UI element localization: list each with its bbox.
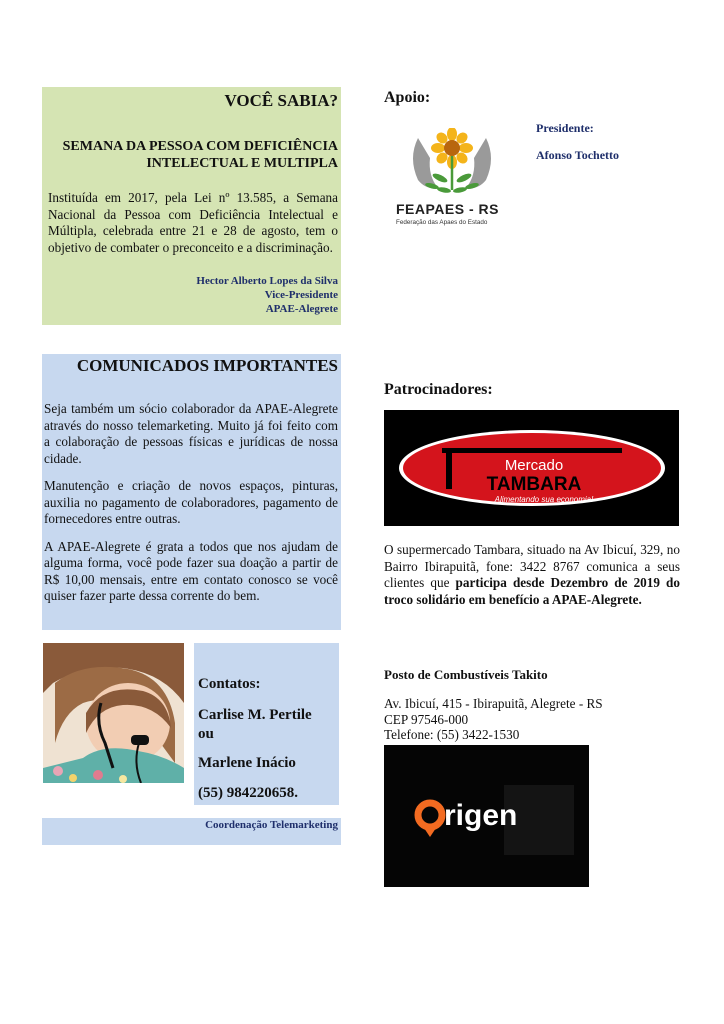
semana-subheading xyxy=(48,138,338,172)
comunicados-heading: COMUNICADOS IMPORTANTES xyxy=(76,356,338,375)
signature xyxy=(48,274,338,316)
posto-address xyxy=(384,696,603,743)
feapaes-subtitle: Federação das Apaes do Estado xyxy=(396,219,488,226)
contact-name-1: Carlise M. Pertile xyxy=(198,707,312,723)
posto-address-line2: CEP 97546-000 xyxy=(384,711,469,727)
contact-phone: (55) 984220658. xyxy=(198,785,298,801)
signature-org: APAE-Alegrete xyxy=(265,303,338,315)
signature-role: Vice-Presidente xyxy=(264,289,338,301)
origen-logo-box xyxy=(384,745,589,887)
contact-name-2: Marlene Inácio xyxy=(198,755,296,771)
comunicados-paragraph-2: Manutenção e criação de novos espaços, pinturas, auxilia no pagamento de colaboradores, pagamento de fornecedores entre outras. xyxy=(44,478,338,526)
tambara-logo xyxy=(384,410,679,526)
tambara-desc-plain: O supermercado Tambara, situado na Av Ibicuí, 329, no Bairro Ibirapuitã, fone: 3422 8767 comunica a seus clientes que xyxy=(384,542,680,590)
comunicados-paragraph-1: Seja também um sócio colaborador da APAE-Alegrete através do nosso telemarketing. Muito já foi feito com a colaboração de pessoas físicas e jurídicas de nossa cidade. xyxy=(44,401,338,466)
posto-address-line1: Av. Ibicuí, 415 - Ibirapuitã, Alegrete - RS xyxy=(384,696,603,711)
subheading-line1: SEMANA DA PESSOA COM DEFICIÊNCIA xyxy=(62,139,338,154)
voce-sabia-body: Instituída em 2017, pela Lei nº 13.585, a Semana Nacional da Pessoa com Deficiência Intelectual e Múltipla, celebrada entre 21 e 28 de agosto, tem o objetivo de combater o preconceito e a discriminação. xyxy=(48,190,338,255)
signature-name: Hector Alberto Lopes da Silva xyxy=(196,275,338,287)
tambara-desc-bold: participa desde Dezembro de 2019 do troco solidário em benefício a APAE-Alegrete. xyxy=(384,575,680,607)
voce-sabia-box xyxy=(42,87,341,325)
girl-headset-image xyxy=(43,643,184,783)
tambara-description xyxy=(384,542,680,608)
voce-sabia-heading: VOCÊ SABIA? xyxy=(224,91,338,110)
comunicados-paragraph-3: A APAE-Alegrete é grata a todos que nos ajudam de alguma forma, você pode fazer sua doação a partir de R$ 10,00 mensais, entre em contato conosco se você quiser fazer parte dessa corrente do bem. xyxy=(44,538,338,603)
banner-line2: TAMBARA xyxy=(486,474,582,495)
comunicados-box xyxy=(42,354,341,630)
origen-logo xyxy=(384,745,589,887)
president-name: Afonso Tochetto xyxy=(536,148,620,162)
apoio-title: Apoio: xyxy=(384,89,431,106)
mercado-tambara-banner xyxy=(384,410,679,526)
contact-conjunction: ou xyxy=(198,726,214,742)
coordenacao-box xyxy=(42,818,341,845)
origen-wordmark: rigen xyxy=(444,799,518,832)
president-role: Presidente: xyxy=(536,121,594,135)
sunflower-hands-icon xyxy=(396,128,508,202)
contatos-title: Contatos: xyxy=(198,676,261,692)
coordenacao-label: Coordenação Telemarketing xyxy=(205,819,338,831)
subheading-line2: INTELECTUAL E MULTIPLA xyxy=(146,156,338,171)
feapaes-name: FEAPAES - RS xyxy=(396,201,499,217)
posto-title: Posto de Combustíveis Takito xyxy=(384,667,548,682)
telemarketing-photo xyxy=(43,643,184,783)
feapaes-logo xyxy=(396,128,508,230)
posto-phone: Telefone: (55) 3422-1530 xyxy=(384,727,520,742)
patrocinadores-title: Patrocinadores: xyxy=(384,381,493,398)
contatos-box xyxy=(194,643,339,805)
banner-tagline: Alimentando sua economia! xyxy=(494,495,594,504)
banner-line1: Mercado xyxy=(504,457,564,474)
